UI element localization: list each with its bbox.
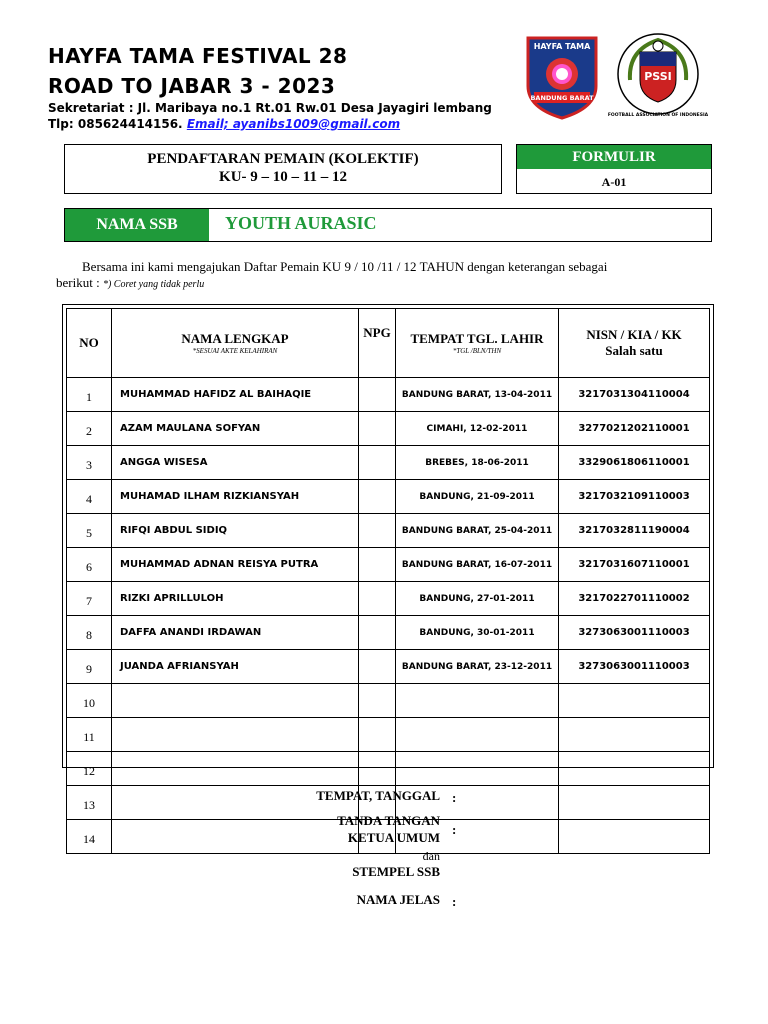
- hayfa-logo-bottom-text: BANDUNG BARAT: [530, 94, 594, 102]
- header-no: NO: [67, 309, 112, 378]
- table-row: [67, 752, 710, 786]
- player-npg: [359, 378, 396, 412]
- player-birth: [396, 718, 559, 752]
- registration-title: PENDAFTARAN PEMAIN (KOLEKTIF): [147, 151, 419, 167]
- player-npg: [359, 616, 396, 650]
- player-birth: [396, 684, 559, 718]
- email-link[interactable]: Email; ayanibs1009@gmail.com: [186, 117, 401, 131]
- form-code: A-01: [601, 175, 627, 189]
- player-npg: [359, 582, 396, 616]
- title-line-2: ROAD TO JABAR 3 - 2023: [48, 74, 336, 98]
- intro-note: *) Coret yang tidak perlu: [102, 279, 205, 290]
- stamp-label: STEMPEL SSB: [352, 864, 440, 879]
- player-birth: BANDUNG BARAT, 13-04-2011: [396, 378, 559, 412]
- player-nisn: 3217031607110001: [559, 548, 710, 582]
- player-nisn: 3217032109110003: [559, 480, 710, 514]
- player-name: MUHAMMAD ADNAN REISYA PUTRA: [112, 548, 359, 582]
- row-number: 13: [67, 786, 112, 820]
- row-number: 5: [67, 514, 112, 548]
- pssi-logo: [607, 30, 709, 120]
- player-nisn: [559, 752, 710, 786]
- player-npg: [359, 718, 396, 752]
- player-name: ANGGA WISESA: [112, 446, 359, 480]
- table-row: [67, 650, 710, 684]
- player-nisn: [559, 786, 710, 820]
- player-npg: [359, 548, 396, 582]
- intro-text-continued: [56, 275, 204, 291]
- player-birth: BANDUNG, 21-09-2011: [396, 480, 559, 514]
- player-nisn: 3217022701110002: [559, 582, 710, 616]
- player-rows: [67, 378, 710, 854]
- table-row: [67, 548, 710, 582]
- contact-line: [48, 117, 400, 131]
- hayfa-tama-logo: [524, 34, 600, 120]
- ssb-label: NAMA SSB: [65, 209, 209, 241]
- row-number: 9: [67, 650, 112, 684]
- player-name: MUHAMMAD HAFIDZ AL BAIHAQIE: [112, 378, 359, 412]
- table-row: [67, 514, 710, 548]
- row-number: 14: [67, 820, 112, 854]
- player-nisn: 3273063001110003: [559, 616, 710, 650]
- player-nisn: 3273063001110003: [559, 650, 710, 684]
- table-row: [67, 378, 710, 412]
- header-nisn-sub: Salah satu: [605, 343, 663, 358]
- player-npg: [359, 480, 396, 514]
- table-header-row: [67, 309, 710, 378]
- player-npg: [359, 514, 396, 548]
- player-name: AZAM MAULANA SOFYAN: [112, 412, 359, 446]
- phone-number: Tlp: 085624414156.: [48, 117, 183, 131]
- table-row: [67, 684, 710, 718]
- player-nisn: 3277021202110001: [559, 412, 710, 446]
- signature-colon: :: [452, 822, 457, 837]
- table-row: [67, 616, 710, 650]
- player-name: [112, 752, 359, 786]
- row-number: 3: [67, 446, 112, 480]
- table-row: [67, 718, 710, 752]
- intro-text-berikut: berikut :: [56, 275, 100, 290]
- signature-label-2: KETUA UMUM: [347, 830, 440, 845]
- table-row: [67, 480, 710, 514]
- ssb-name-bar: [64, 208, 712, 242]
- pssi-logo-ring-text: FOOTBALL ASSOCIATION OF INDONESIA: [607, 113, 709, 118]
- header-nisn: [559, 309, 710, 378]
- header-name-sub: *SESUAI AKTE KELAHIRAN: [192, 347, 278, 355]
- player-name: DAFFA ANANDI IRDAWAN: [112, 616, 359, 650]
- registration-age-groups: KU- 9 – 10 – 11 – 12: [219, 169, 347, 185]
- row-number: 4: [67, 480, 112, 514]
- player-birth: BANDUNG BARAT, 25-04-2011: [396, 514, 559, 548]
- clear-name-colon: :: [452, 894, 457, 909]
- player-name: [112, 718, 359, 752]
- secretariat-address: Sekretariat : Jl. Maribaya no.1 Rt.01 Rw.01 Desa Jayagiri lembang: [48, 101, 492, 115]
- player-npg: [359, 446, 396, 480]
- clear-name-label: NAMA JELAS: [356, 892, 440, 907]
- player-birth: BREBES, 18-06-2011: [396, 446, 559, 480]
- row-number: 10: [67, 684, 112, 718]
- header-npg: NPG: [359, 309, 396, 378]
- player-npg: [359, 752, 396, 786]
- player-name: JUANDA AFRIANSYAH: [112, 650, 359, 684]
- player-birth: BANDUNG, 27-01-2011: [396, 582, 559, 616]
- player-name: RIFQI ABDUL SIDIQ: [112, 514, 359, 548]
- header-name-label: NAMA LENGKAP: [181, 331, 289, 346]
- form-label: FORMULIR: [517, 145, 711, 169]
- place-date-colon: :: [452, 790, 457, 805]
- header-birth-label: TEMPAT TGL. LAHIR: [410, 331, 544, 346]
- row-number: 12: [67, 752, 112, 786]
- player-birth: BANDUNG BARAT, 23-12-2011: [396, 650, 559, 684]
- header-nisn-label: NISN / KIA / KK: [586, 327, 682, 342]
- player-name: RIZKI APRILLULOH: [112, 582, 359, 616]
- player-nisn: [559, 820, 710, 854]
- title-line-1: HAYFA TAMA FESTIVAL 28: [48, 44, 348, 68]
- player-name: MUHAMAD ILHAM RIZKIANSYAH: [112, 480, 359, 514]
- player-name: [112, 684, 359, 718]
- player-table: [66, 308, 710, 854]
- ssb-value: YOUTH AURASIC: [225, 213, 377, 233]
- row-number: 6: [67, 548, 112, 582]
- form-code-box: [516, 144, 712, 194]
- row-number: 2: [67, 412, 112, 446]
- player-nisn: 3217032811190004: [559, 514, 710, 548]
- header-name: [112, 309, 359, 378]
- player-npg: [359, 684, 396, 718]
- intro-text: Bersama ini kami mengajukan Daftar Pemain KU 9 / 10 /11 / 12 TAHUN dengan keterangan sebagai: [82, 259, 608, 274]
- player-nisn: 3217031304110004: [559, 378, 710, 412]
- player-nisn: [559, 684, 710, 718]
- header-birth: [396, 309, 559, 378]
- player-birth: BANDUNG, 30-01-2011: [396, 616, 559, 650]
- row-number: 11: [67, 718, 112, 752]
- player-npg: [359, 650, 396, 684]
- registration-box: [64, 144, 502, 194]
- player-npg: [359, 412, 396, 446]
- player-nisn: [559, 718, 710, 752]
- player-birth: [396, 752, 559, 786]
- player-birth: BANDUNG BARAT, 16-07-2011: [396, 548, 559, 582]
- and-label: dan: [422, 849, 440, 863]
- row-number: 8: [67, 616, 112, 650]
- header-birth-sub: *TGL /BLN/THN: [452, 347, 502, 355]
- player-nisn: 3329061806110001: [559, 446, 710, 480]
- hayfa-logo-top-text: HAYFA TAMA: [533, 42, 591, 51]
- table-row: [67, 582, 710, 616]
- row-number: 7: [67, 582, 112, 616]
- table-row: [67, 412, 710, 446]
- row-number: 1: [67, 378, 112, 412]
- player-birth: CIMAHI, 12-02-2011: [396, 412, 559, 446]
- pssi-logo-text: PSSI: [644, 70, 672, 83]
- place-date-label: TEMPAT, TANGGAL: [316, 788, 440, 803]
- table-row: [67, 446, 710, 480]
- signature-label-1: TANDA TANGAN: [337, 813, 440, 828]
